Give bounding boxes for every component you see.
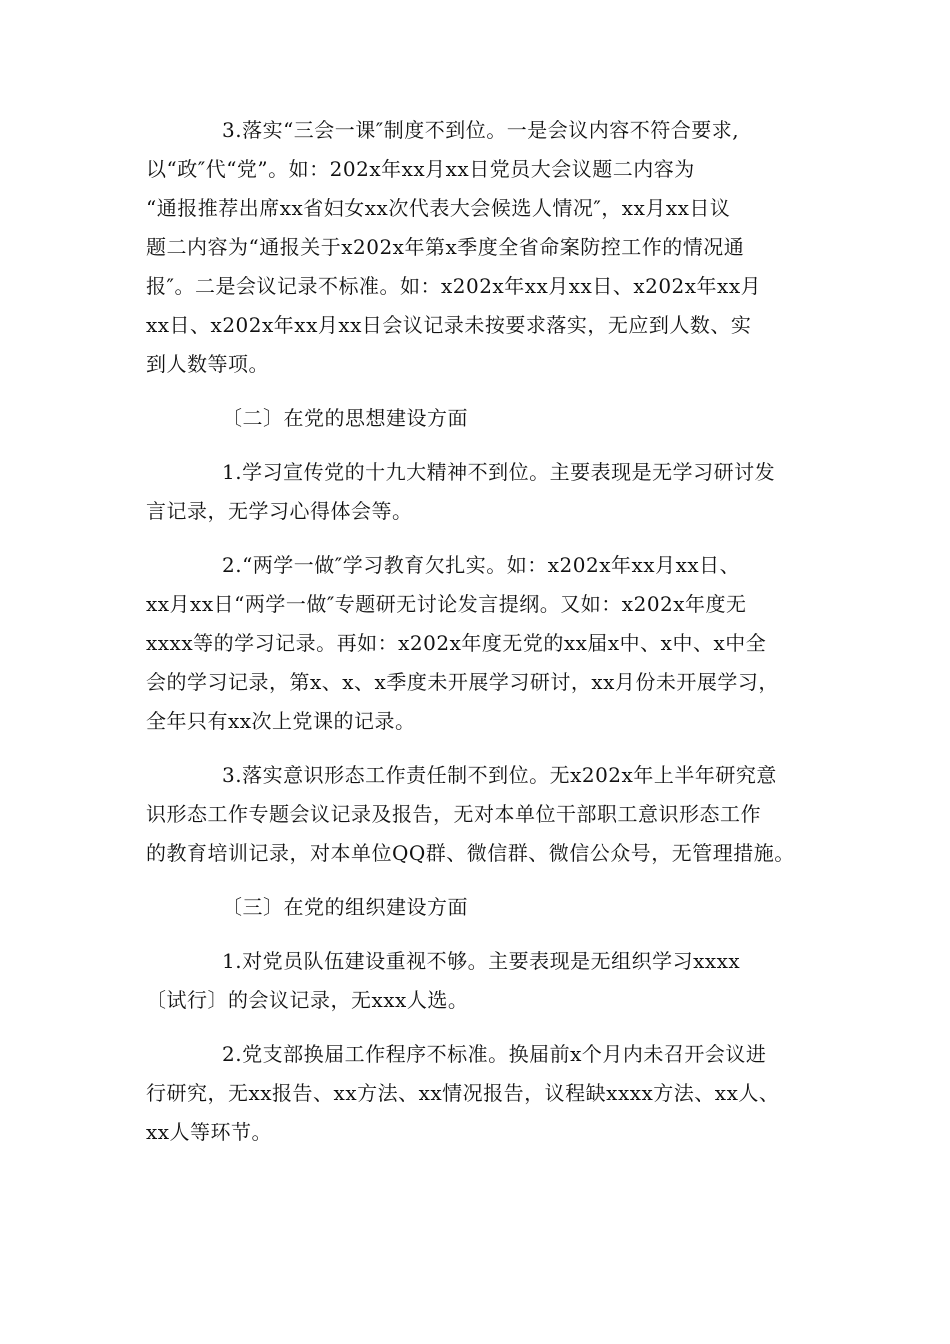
- paragraph-line: 的教育培训记录，对本单位QQ群、微信群、微信公众号，无管理措施。: [146, 841, 795, 865]
- paragraph-line: 行研究，无xx报告、xx方法、xx情况报告，议程缺xxxx方法、xx人、: [146, 1081, 780, 1105]
- paragraph-line: 报″。二是会议记录不标准。如：x202x年xx月xx日、x202x年xx月: [146, 274, 762, 298]
- paragraph-line: 到人数等项。: [146, 352, 269, 376]
- paragraph-line: 1.对党员队伍建设重视不够。主要表现是无组织学习xxxx: [222, 949, 741, 973]
- paragraph-line: “通报推荐出席xx省妇女xx次代表大会候选人情况″，xx月xx日议: [146, 196, 731, 220]
- paragraph-line: 会的学习记录，第x、x、x季度未开展学习研讨，xx月份未开展学习，: [146, 670, 779, 694]
- paragraph-line: 2.“两学一做″学习教育欠扎实。如：x202x年xx月xx日、: [222, 553, 741, 577]
- section-heading: 〔二〕在党的思想建设方面: [222, 406, 468, 430]
- paragraph-line: xx人等环节。: [146, 1120, 273, 1144]
- paragraph-line: 言记录，无学习心得体会等。: [146, 499, 413, 523]
- paragraph-line: 全年只有xx次上党课的记录。: [146, 709, 416, 733]
- paragraph-line: xxxx等的学习记录。再如：x202x年度无党的xx届x中、x中、x中全: [146, 631, 767, 655]
- paragraph-line: 以“政″代“党”。如：202x年xx月xx日党员大会议题二内容为: [146, 157, 695, 181]
- paragraph-line: 3.落实意识形态工作责任制不到位。无x202x年上半年研究意: [222, 763, 777, 787]
- paragraph-line: 〔试行〕的会议记录，无xxx人选。: [146, 988, 469, 1012]
- paragraph-line: xx日、x202x年xx月xx日会议记录未按要求落实，无应到人数、实: [146, 313, 752, 337]
- paragraph-line: 3.落实“三会一课″制度不到位。一是会议内容不符合要求,: [222, 118, 740, 142]
- section-heading: 〔三〕在党的组织建设方面: [222, 895, 468, 919]
- paragraph-line: 题二内容为“通报关于x202x年第x季度全省命案防控工作的情况通: [146, 235, 745, 259]
- paragraph-line: 1.学习宣传党的十九大精神不到位。主要表现是无学习研讨发: [222, 460, 776, 484]
- paragraph-line: 识形态工作专题会议记录及报告，无对本单位干部职工意识形态工作: [146, 802, 761, 826]
- paragraph-line: xx月xx日“两学一做″专题研无讨论发言提纲。又如：x202x年度无: [146, 592, 747, 616]
- paragraph-line: 2.党支部换届工作程序不标准。换届前x个月内未召开会议进: [222, 1042, 767, 1066]
